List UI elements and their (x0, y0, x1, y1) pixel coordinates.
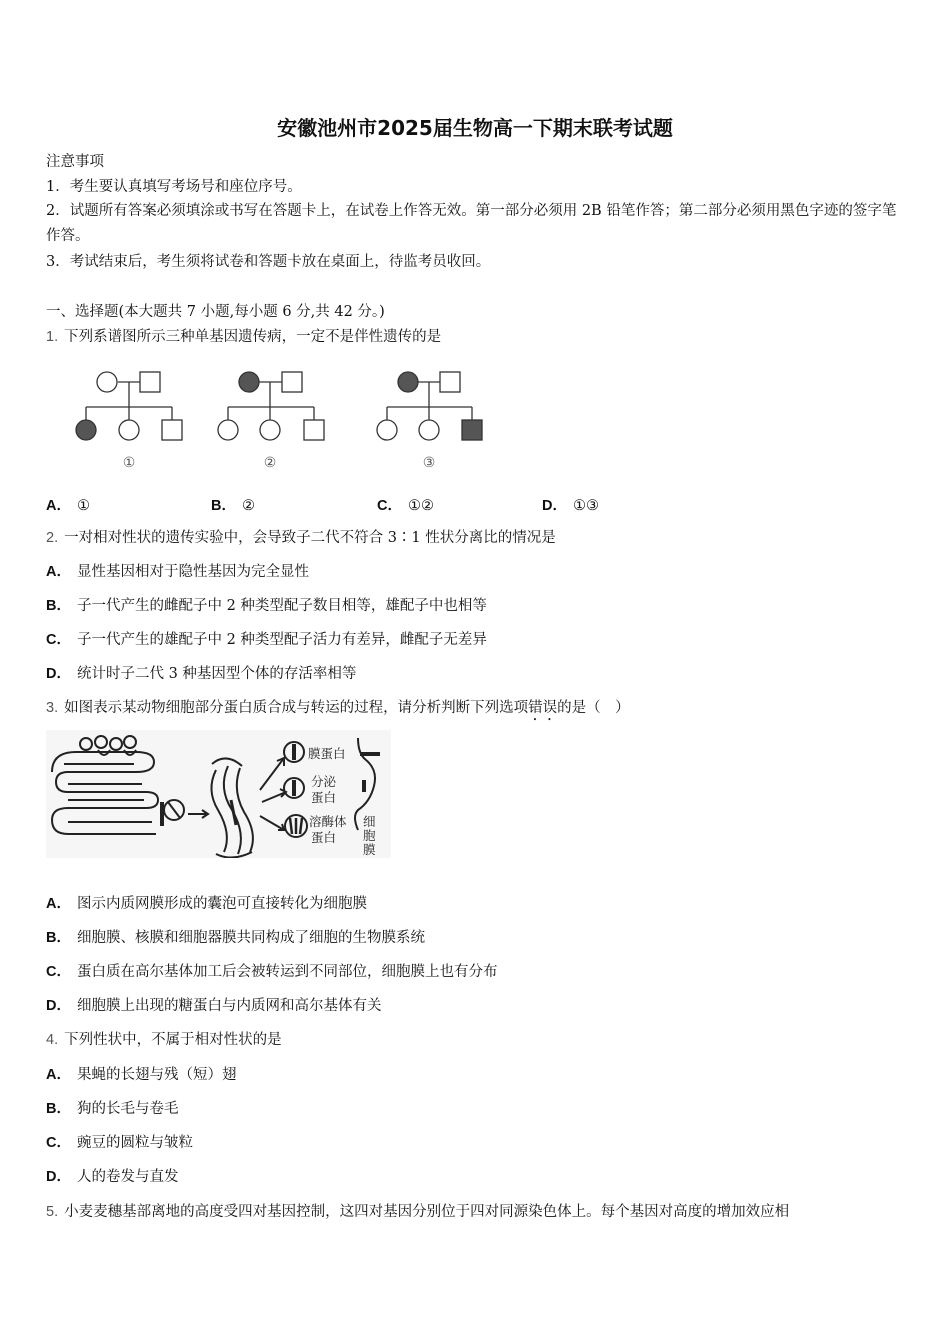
pedigree-3 (377, 372, 482, 440)
label-membrane-protein: 膜蛋白 (308, 746, 346, 761)
section-heading: 一、选择题(本大题共 7 小题,每小题 6 分,共 42 分。) (46, 304, 385, 320)
label-lysosome-1: 溶酶体 (309, 814, 347, 829)
q3-option-a: A． 图示内质网膜形成的囊泡可直接转化为细胞膜 (46, 896, 367, 912)
q1-option-b: B． ② (211, 498, 255, 514)
q1-option-c: C． ①② (377, 498, 434, 514)
notice-heading: 注意事项 (46, 154, 104, 170)
notice-item-1: 1．考生要认真填写考场号和座位序号。 (46, 179, 302, 195)
question-2-stem: 2. 一对相对性状的遗传实验中，会导致子二代不符合 3∶1 性状分离比的情况是 (46, 530, 556, 546)
q3-option-d: D． 细胞膜上出现的糖蛋白与内质网和高尔基体有关 (46, 998, 382, 1014)
q2-option-d: D． 统计时子二代 3 种基因型个体的存活率相等 (46, 666, 357, 682)
question-5-stem: 5. 小麦麦穗基部离地的高度受四对基因控制，这四对基因分别位于四对同源染色体上。每个基因对高度的增加效应相 (46, 1204, 790, 1220)
label-cell-membrane-2: 胞 (363, 828, 376, 843)
pedigree-label-1: ① (122, 455, 136, 471)
q4-option-a: A． 果蝇的长翅与残（短）翅 (46, 1067, 237, 1083)
protein-transport-figure (46, 730, 391, 858)
question-3-stem: 3. 如图表示某动物细胞部分蛋白质合成与转运的过程，请分析判断下列选项错误的是（ ） (46, 700, 630, 716)
q4-option-b: B． 狗的长毛与卷毛 (46, 1101, 179, 1117)
page-title: 安徽池州市2025届生物高一下期末联考试题 (277, 116, 673, 140)
pedigree-label-3: ③ (422, 455, 436, 471)
label-lysosome-2: 蛋白 (311, 830, 337, 845)
question-text: 下列系谱图所示三种单基因遗传病，一定不是伴性遗传的是 (64, 329, 442, 345)
label-cell-membrane-3: 膜 (363, 842, 376, 857)
q3-option-c: C． 蛋白质在高尔基体加工后会被转运到不同部位，细胞膜上也有分布 (46, 964, 498, 980)
label-cell-membrane-1: 细 (363, 814, 376, 829)
label-secreted-1: 分泌 (311, 774, 337, 789)
question-1-stem (46, 327, 441, 347)
q1-option-a: A． ① (46, 498, 90, 514)
q3-option-b: B． 细胞膜、核膜和细胞器膜共同构成了细胞的生物膜系统 (46, 930, 425, 946)
pedigree-1 (76, 372, 182, 440)
q2-option-a: A． 显性基因相对于隐性基因为完全显性 (46, 564, 309, 580)
q4-option-d: D． 人的卷发与直发 (46, 1169, 179, 1185)
question-4-stem: 4. 下列性状中，不属于相对性状的是 (46, 1032, 282, 1048)
q1-option-d: D． ①③ (542, 498, 599, 514)
pedigree-figure (70, 365, 510, 475)
q2-option-c: C． 子一代产生的雄配子中 2 种类型配子活力有差异，雌配子无差异 (46, 632, 487, 648)
notice-item-3: 3．考试结束后，考生须将试卷和答题卡放在桌面上，待监考员收回。 (46, 254, 491, 270)
label-secreted-2: 蛋白 (311, 790, 337, 805)
notice-item-2: 2．试题所有答案必须填涂或书写在答题卡上，在试卷上作答无效。第一部分必须用 2B 铅笔作答；第二部分必须用黑色字迹的签字笔作答。 (46, 203, 897, 244)
question-number: 1. (46, 329, 59, 345)
q2-option-b: B． 子一代产生的雌配子中 2 种类型配子数目相等，雄配子中也相等 (46, 598, 487, 614)
pedigree-label-2: ② (263, 455, 277, 471)
q4-option-c: C． 豌豆的圆粒与皱粒 (46, 1135, 193, 1151)
emphasis-text: 错误 (528, 700, 558, 716)
pedigree-2 (218, 372, 324, 440)
